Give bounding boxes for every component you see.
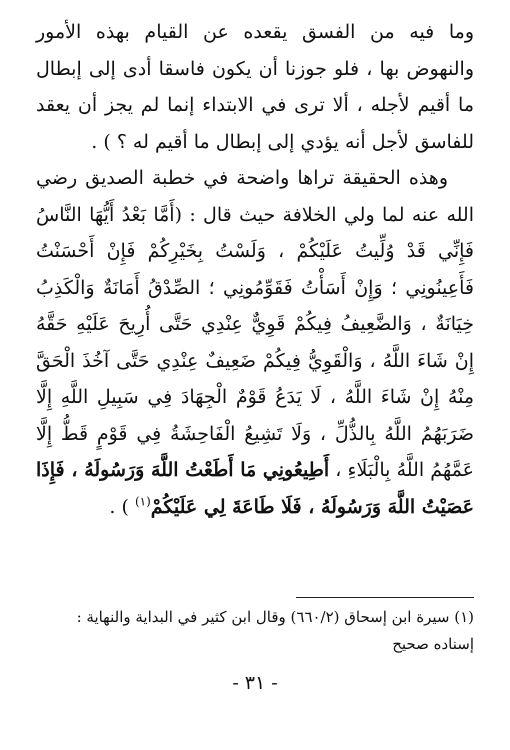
footnote-reference: (١) bbox=[134, 494, 151, 509]
page-number: - ٣١ - bbox=[232, 672, 278, 694]
abu-bakr-speech-bold: أَطِيعُونِي مَا أَطَعْتُ اللَّهَ وَرَسُولَهُ ، فَإِذَا عَصَيْتُ اللَّهَ وَرَسُولَهُ ، فَلَا طَاعَةَ لِي عَلَيْكُمْ bbox=[36, 459, 474, 518]
abu-bakr-speech-quote: أَمَّا بَعْدُ أَيُّهَا النَّاسُ فَإِنِّي قَدْ وُلِّيتُ عَلَيْكُمْ ، وَلَسْتُ بِخَيْرِكُمْ فَإِنْ أَحْسَنْتُ فَأَعِينُونِي ؛ وَإِنْ أَسَأْتُ فَقَوِّمُونِي ؛ الصِّدْقُ أَمَانَةٌ وَالْكَذِبُ خِيَانَةٌ ، وَالضَّعِيفُ فِيكُمْ قَوِيٌّ عِنْدِي حَتَّى أُرِيحَ عَلَيْهِ حَقَّهُ إِنْ شَاءَ اللَّهُ ، وَالْقَوِيُّ فِيكُمْ ضَعِيفٌ عِنْدِي حَتَّى آخُذَ الْحَقَّ مِنْهُ إِنْ شَاءَ اللَّهُ ، لَا يَدَعُ قَوْمٌ الْجِهَادَ فِي سَبِيلِ اللَّهِ إِلَّا ضَرَبَهُمُ اللَّهُ بِالذُّلِّ ، وَلَا تَشِيعُ الْفَاحِشَةُ فِي قَوْمٍ قَطُّ إِلَّا عَمَّهُمُ اللَّهُ بِالْبَلَاءِ ، bbox=[36, 203, 474, 481]
footnote bbox=[36, 604, 474, 658]
footnote-line-1: (١) سيرة ابن إسحاق (٦٦٠/٢) وقال ابن كثير في البداية والنهاية : bbox=[76, 608, 474, 626]
paragraph-2 bbox=[36, 160, 474, 525]
paragraph-1: وما فيه من الفسق يقعده عن القيام بهذه الأمور والنهوض بها ، فلو جوزنا أن يكون فاسقا أدى إلى إبطال ما أقيم لأجله ، ألا ترى في الابتداء إنما لم يجز أن يعقد للفاسق لأجل أنه يؤدي إلى إبطال ما أقيم له ؟ ) . bbox=[36, 21, 474, 153]
paragraph-2-intro: وهذه الحقيقة تراها واضحة في خطبة الصديق رضي الله عنه لما ولي الخلافة حيث قال : ( bbox=[36, 167, 474, 226]
footnote-separator bbox=[296, 597, 474, 598]
footnote-line-2: إسناده صحيح bbox=[392, 635, 474, 653]
main-text bbox=[36, 14, 474, 525]
paragraph-2-end: ) . bbox=[109, 495, 135, 518]
